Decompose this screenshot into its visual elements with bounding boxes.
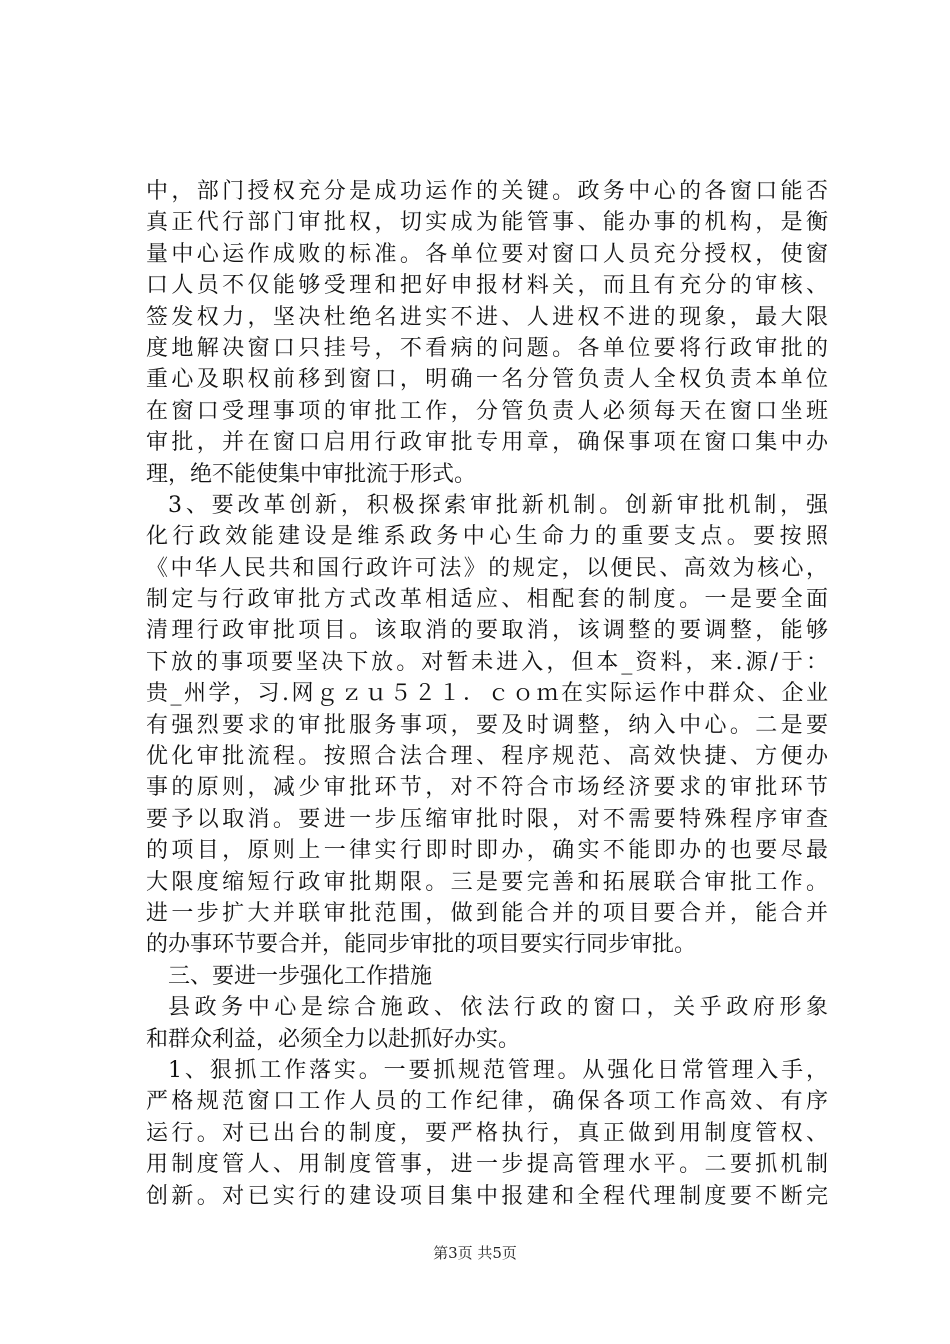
text-line: 创新。对已实行的建设项目集中报建和全程代理制度要不断完 [146, 1183, 828, 1209]
text-line: 严格规范窗口工作人员的工作纪律，确保各项工作高效、有序 [146, 1089, 828, 1115]
text-line: 口人员不仅能够受理和把好申报材料关，而且有充分的审核、 [146, 273, 828, 299]
text-line: 下放的事项要坚决下放。对暂未进入，但本_资料，来.源/于： [146, 649, 828, 675]
text-line: 事的原则，减少审批环节，对不符合市场经济要求的审批环节 [146, 775, 828, 801]
text-line: 运行。对已出台的制度，要严格执行，真正做到用制度管权、 [146, 1120, 828, 1146]
text-line: 贵_州学，习.网ｇｚｕ５２１．ｃｏｍ在实际运作中群众、企业 [146, 681, 828, 707]
text-line: 真正代行部门审批权，切实成为能管事、能办事的机构，是衡 [146, 210, 828, 236]
section-heading: 三、要进一步强化工作措施 [168, 963, 433, 989]
text-line: 中，部门授权充分是成功运作的关键。政务中心的各窗口能否 [146, 179, 828, 204]
text-line: 度地解决窗口只挂号，不看病的问题。各单位要将行政审批的 [146, 335, 828, 361]
text-line: 的项目，原则上一律实行即时即办，确实不能即办的也要尽最 [146, 838, 828, 864]
text-line: 制定与行政审批方式改革相适应、相配套的制度。一是要全面 [146, 587, 828, 613]
text-line: 的办事环节要合并，能同步审批的项目要实行同步审批。 [146, 932, 697, 958]
text-line: 有强烈要求的审批服务事项，要及时调整，纳入中心。二是要 [146, 712, 828, 738]
text-line: 清理行政审批项目。该取消的要取消，该调整的要调整，能够 [146, 618, 828, 644]
text-line: 县政务中心是综合施政、依法行政的窗口，关乎政府形象 [168, 995, 828, 1021]
text-line: 《中华人民共和国行政许可法》的规定，以便民、高效为核心， [146, 555, 828, 581]
text-line: 理，绝不能使集中审批流于形式。 [146, 461, 477, 487]
text-line: 量中心运作成败的标准。各单位要对窗口人员充分授权，使窗 [146, 241, 828, 267]
text-line: 审批，并在窗口启用行政审批专用章，确保事项在窗口集中办 [146, 430, 828, 456]
text-line: 在窗口受理事项的审批工作，分管负责人必须每天在窗口坐班 [146, 398, 828, 424]
page-number-footer: 第3页 共5页 [433, 1244, 517, 1262]
text-line: 要予以取消。要进一步压缩审批时限，对不需要特殊程序审查 [146, 806, 828, 832]
text-line: 化行政效能建设是维系政务中心生命力的重要支点。要按照 [146, 524, 828, 550]
text-line: 3、要改革创新，积极探索审批新机制。创新审批机制，强 [168, 492, 828, 518]
text-line: 大限度缩短行政审批期限。三是要完善和拓展联合审批工作。 [146, 869, 828, 895]
text-line: 优化审批流程。按照合法合理、程序规范、高效快捷、方便办 [146, 744, 828, 770]
text-line: 签发权力，坚决杜绝名进实不进、人进权不进的现象，最大限 [146, 304, 828, 330]
document-body [146, 176, 828, 1212]
text-line: 1、狠抓工作落实。一要抓规范管理。从强化日常管理入手， [168, 1057, 828, 1083]
text-line: 和群众利益，必须全力以赴抓好办实。 [146, 1026, 521, 1052]
text-line: 重心及职权前移到窗口，明确一名分管负责人全权负责本单位 [146, 367, 828, 393]
text-line: 进一步扩大并联审批范围，做到能合并的项目要合并，能合并 [146, 900, 828, 926]
text-line: 用制度管人、用制度管事，进一步提高管理水平。二要抓机制 [146, 1152, 828, 1178]
